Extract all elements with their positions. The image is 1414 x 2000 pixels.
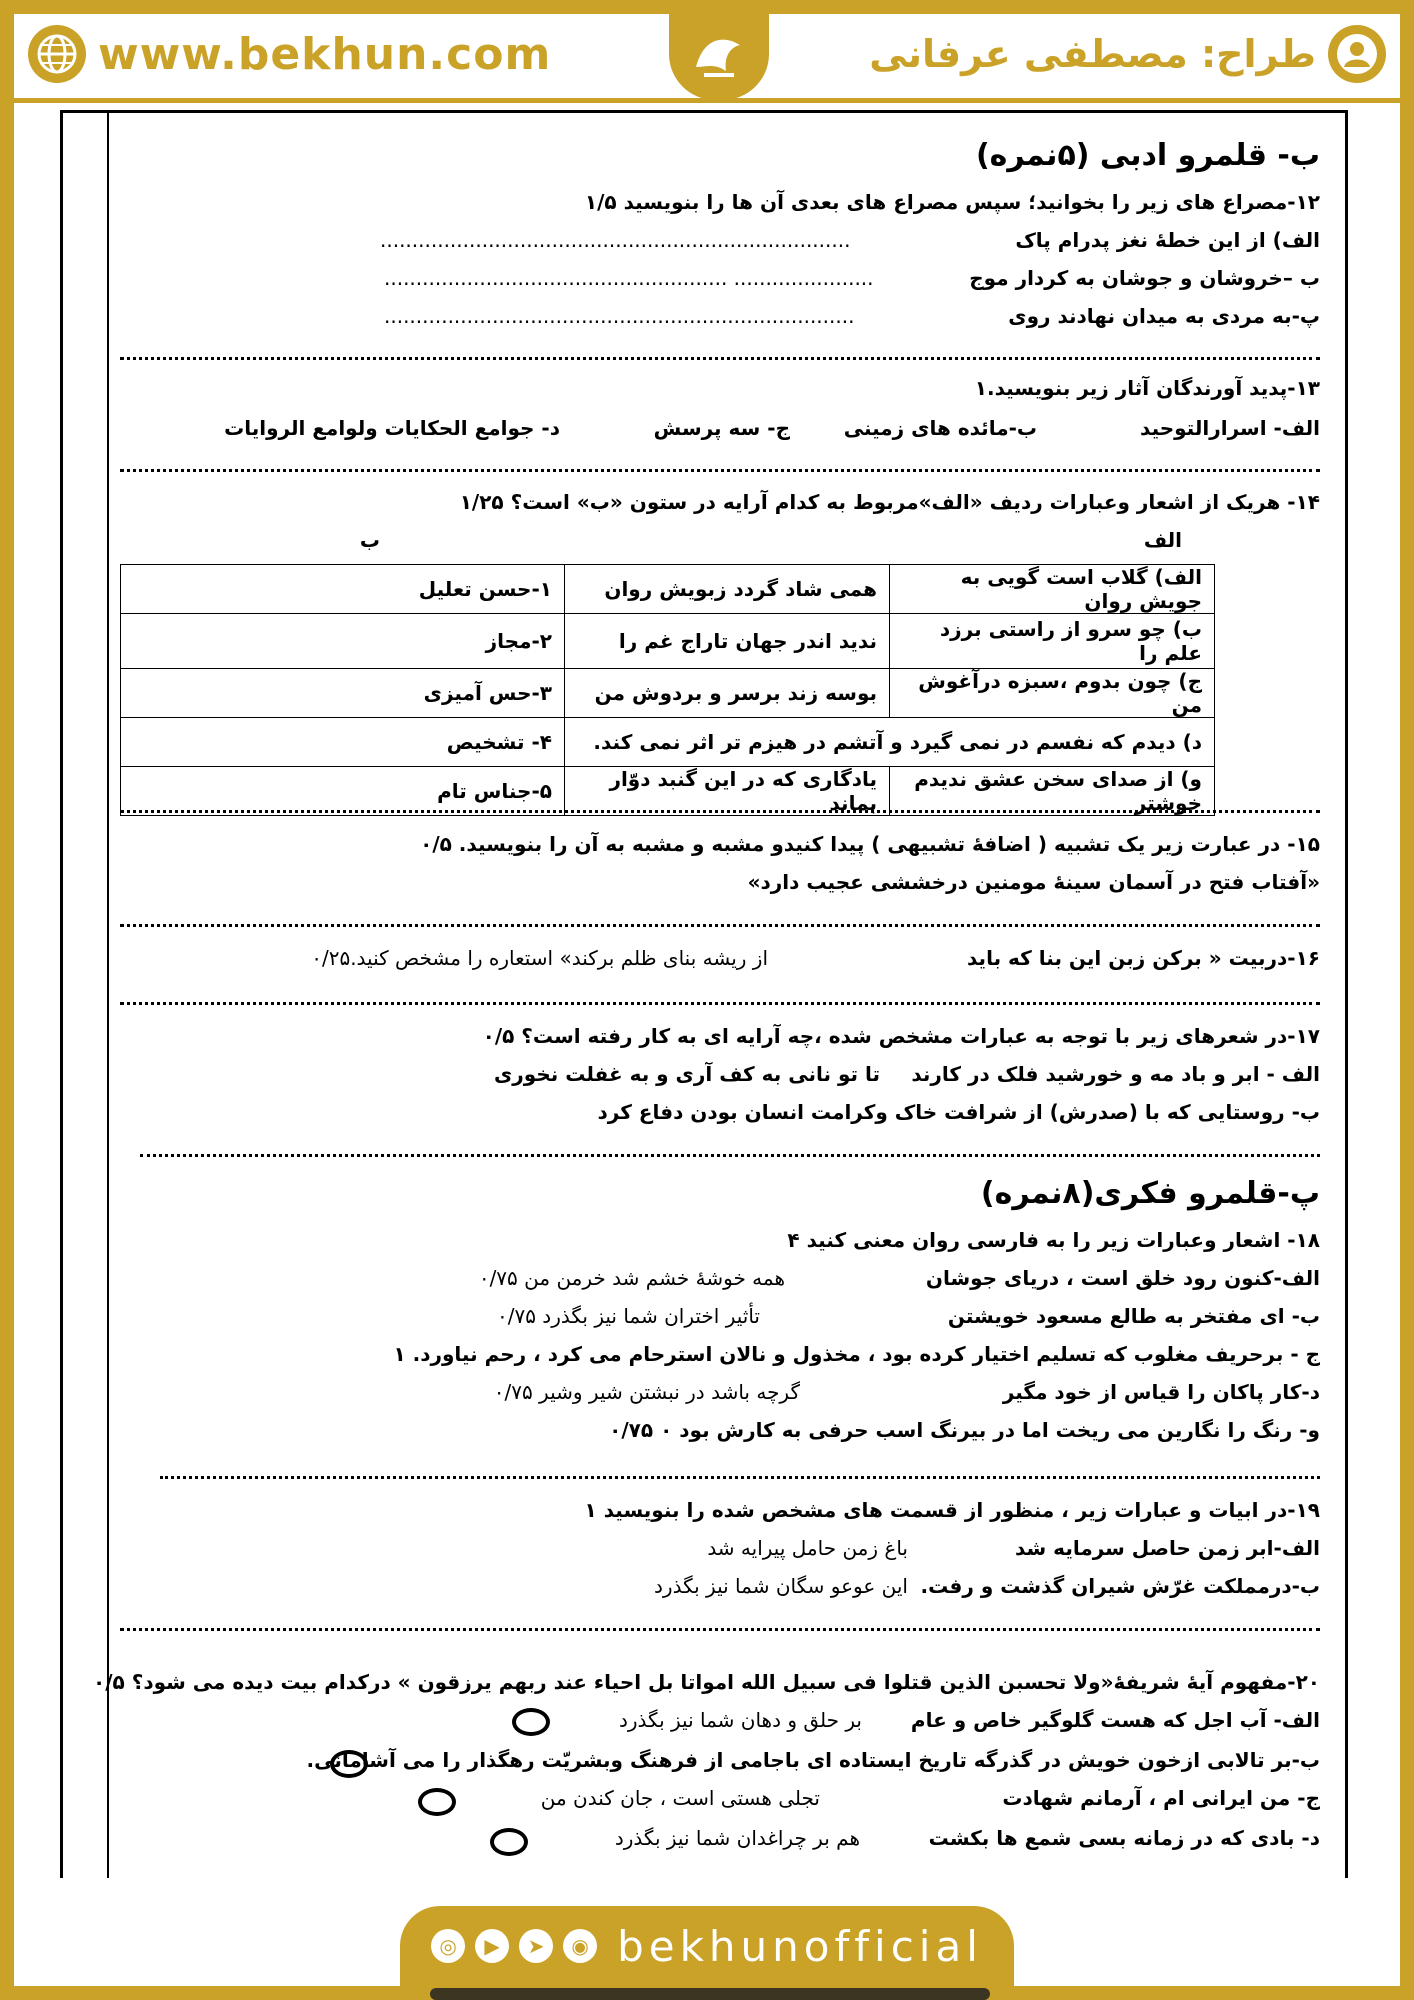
q18-prompt: ۱۸- اشعار وعبارات زیر را به فارسی روان معنی کنید ۴	[787, 1228, 1320, 1252]
q13-option-d: د- جوامع الحکایات ولوامع الروایات	[224, 416, 560, 440]
q12-item-a: الف) از این خطهٔ نغز پدرام پاک	[1015, 228, 1320, 252]
q18-item-d-second-half: گرچه باشد در نبشتن شیر وشیر ۰/۷۵	[493, 1380, 800, 1404]
instagram-icon[interactable]: ◉	[563, 1929, 597, 1963]
q14-column-a-header: الف	[1143, 528, 1182, 552]
q12-item-c: پ-به مردی به میدان نهادند روی	[1008, 304, 1320, 328]
answer-circle[interactable]	[512, 1708, 550, 1736]
statement-text: د) دیدم که نفسم در نمی گیرد و آتشم در هیزم تر اثر نمی کند.	[565, 718, 1215, 767]
q15-sentence: «آفتاب فتح در آسمان سینهٔ مومنین درخششی عجیب دارد»	[747, 870, 1320, 894]
q20-option-b: ب-بر تالابی ازخون خویش در گذرگه تاریخ ایستاده ای باجامی از فرهنگ وبشریّت رهگذار را می آشامانی.	[306, 1748, 1320, 1772]
website-link[interactable]	[28, 24, 551, 84]
q19-item-b-second-half: این عوعو سگان شما نیز بگذرد	[654, 1574, 908, 1598]
divider	[120, 469, 1320, 472]
verse-second-half: ندید اندر جهان تاراج غم را	[565, 614, 890, 669]
q19-prompt: ۱۹-در ابیات و عبارات زیر ، منظور از قسمت های مشخص شده را بنویسید ۱	[584, 1498, 1320, 1522]
verse-second-half: یادگاری که در این گنبد دوّار بماند	[565, 767, 890, 816]
divider	[120, 810, 1320, 813]
q14-column-b-header: ب	[359, 528, 380, 552]
footer-social-bar	[400, 1906, 1014, 1986]
verse-first-half: ج) چون بدوم ،سبزه درآغوش من	[890, 669, 1215, 718]
q14-prompt: ۱۴- هریک از اشعار وعبارات ردیف «الف»مربوط به کدام آرایه در ستون «ب» است؟ ۱/۲۵	[459, 490, 1320, 514]
verse-first-half: و) از صدای سخن عشق ندیدم خوشتر	[890, 767, 1215, 816]
q19-item-a: الف-ابر زمن حاصل سرمایه شد	[1015, 1536, 1320, 1560]
q20-option-a-second-half: بر حلق و دهان شما نیز بگذرد	[618, 1708, 862, 1732]
q20-option-c-second-half: تجلی هستی است ، جان کندن من	[540, 1786, 820, 1810]
brand-logo	[669, 14, 769, 100]
device-option: ۳-حس آمیزی	[121, 669, 565, 718]
verse-second-half: همی شاد گردد زبویش روان	[565, 565, 890, 614]
designer-credit	[869, 24, 1386, 84]
answer-circle[interactable]	[418, 1788, 456, 1816]
margin-line	[107, 113, 109, 1878]
q17-item-b: ب- روستایی که با (صدرش) از شرافت خاک وکرامت انسان بودن دفاع کرد	[597, 1100, 1320, 1124]
q13-prompt: ۱۳-پدید آورندگان آثار زیر بنویسید.۱	[974, 376, 1320, 400]
verse-first-half: الف) گلاب است گویی به جویش روان	[890, 565, 1215, 614]
q13-option-c: ج- سه پرسش	[653, 416, 790, 440]
header	[14, 14, 1400, 103]
answer-circle[interactable]	[330, 1750, 368, 1778]
q18-item-e: و- رنگ را نگارین می ریخت اما در بیرنگ اسب حرفی به کارش بود ۰ ۰/۷۵	[609, 1418, 1320, 1442]
verse-second-half: بوسه زند برسر و بردوش من	[565, 669, 890, 718]
divider	[120, 1002, 1320, 1005]
answer-circle[interactable]	[490, 1828, 528, 1856]
section-intellectual-title: پ-قلمرو فکری(۸نمره)	[980, 1176, 1320, 1211]
divider	[160, 1476, 1320, 1479]
user-icon	[1328, 25, 1386, 83]
device-option: ۴- تشخیص	[121, 718, 565, 767]
q18-item-a-second-half: همه خوشهٔ خشم شد خرمن من ۰/۷۵	[478, 1266, 785, 1290]
verse-first-half: ب) چو سرو از راستی برزد علم را	[890, 614, 1215, 669]
q18-item-b-second-half: تأثیر اختران شما نیز بگذرد ۰/۷۵	[496, 1304, 760, 1328]
answer-blank[interactable]: ...................... ......................................................	[384, 266, 874, 290]
q18-item-b: ب- ای مفتخر به طالع مسعود خویشتن	[947, 1304, 1320, 1328]
social-handle[interactable]: bekhunofficial	[617, 1921, 983, 1971]
q18-item-a: الف-کنون رود خلق است ، دریای جوشان	[925, 1266, 1320, 1290]
device-option: ۲-مجاز	[121, 614, 565, 669]
telegram-icon[interactable]: ➤	[519, 1929, 553, 1963]
globe-icon	[28, 25, 86, 83]
divider	[120, 1628, 1320, 1631]
q20-option-c: ج- من ایرانی ام ، آرمانم شهادت	[1002, 1786, 1320, 1810]
website-url[interactable]: www.bekhun.com	[98, 28, 552, 80]
section-literary-title: ب- قلمرو ادبی (۵نمره)	[975, 138, 1320, 173]
q19-item-b: ب-درمملکت غرّش شیران گذشت و رفت.	[920, 1574, 1320, 1598]
q12-item-b: ب –خروشان و جوشان به کردار موج	[969, 266, 1320, 290]
q12-prompt: ۱۲-مصراع های زیر را بخوانید؛ سپس مصراع های بعدی آن ها را بنویسید ۱/۵	[584, 190, 1320, 214]
designer-name: طراح: مصطفی عرفانی	[869, 32, 1316, 76]
q16-prompt: ۱۶-دربیت « برکن زبن این بنا که باید	[967, 946, 1320, 970]
q20-prompt: ۲۰-مفهوم آیهٔ شریفهٔ«ولا تحسبن الذین قتلوا فی سبیل الله امواتا بل احیاء عند ربهم یرزقون » درکدام بیت دیده می شود؟ ۰/۵	[93, 1670, 1320, 1694]
q20-option-d-second-half: هم بر چراغدان شما نیز بگذرد	[614, 1826, 860, 1850]
q18-item-c: ج - برحریف مغلوب که تسلیم اختیار کرده بود ، مخذول و نالان استرحام می کرد ، رحم نیاورد. ۱	[393, 1342, 1320, 1366]
q16-second-half: از ریشه بنای ظلم برکند» استعاره را مشخص کنید.۰/۲۵	[311, 946, 768, 970]
table-row	[121, 718, 1215, 767]
q15-prompt: ۱۵- در عبارت زیر یک تشبیه ( اضافهٔ تشبیهی ) پیدا کنیدو مشبه و مشبه به آن را بنویسید. ۰/۵	[420, 832, 1320, 856]
q13-option-a: الف- اسرارالتوحید	[1140, 416, 1320, 440]
device-option: ۵-جناس تام	[121, 767, 565, 816]
aparat-icon[interactable]: ◎	[431, 1929, 465, 1963]
table-row	[121, 669, 1215, 718]
answer-blank[interactable]: ..........................................................................	[384, 304, 855, 328]
table-row	[121, 565, 1215, 614]
divider	[120, 924, 1320, 927]
q18-item-d: د-کار پاکان را قیاس از خود مگیر	[1002, 1380, 1320, 1404]
q13-option-b: ب-مائده های زمینی	[843, 416, 1037, 440]
footer-shadow	[430, 1988, 990, 2000]
q17-item-a: الف - ابر و باد مه و خورشید فلک در کارند	[911, 1062, 1320, 1086]
answer-blank[interactable]: ..........................................................................	[380, 228, 851, 252]
divider	[140, 1154, 1320, 1157]
q17-prompt: ۱۷-در شعرهای زیر با توجه به عبارات مشخص شده ،چه آرایه ای به کار رفته است؟ ۰/۵	[482, 1024, 1320, 1048]
q20-option-d: د- بادی که در زمانه بسی شمع ها بکشت	[928, 1826, 1320, 1850]
q20-option-a: الف- آب اجل که هست گلوگیر خاص و عام	[910, 1708, 1320, 1732]
table-row	[121, 614, 1215, 669]
table-row	[121, 767, 1215, 816]
q17-item-a-second-half: تا تو نانی به کف آری و به غفلت نخوری	[493, 1062, 880, 1086]
device-option: ۱-حسن تعلیل	[121, 565, 565, 614]
youtube-icon[interactable]: ▶	[475, 1929, 509, 1963]
divider	[120, 357, 1320, 360]
q14-table	[120, 564, 1215, 816]
q19-item-a-second-half: باغ زمن حامل پیرایه شد	[707, 1536, 908, 1560]
